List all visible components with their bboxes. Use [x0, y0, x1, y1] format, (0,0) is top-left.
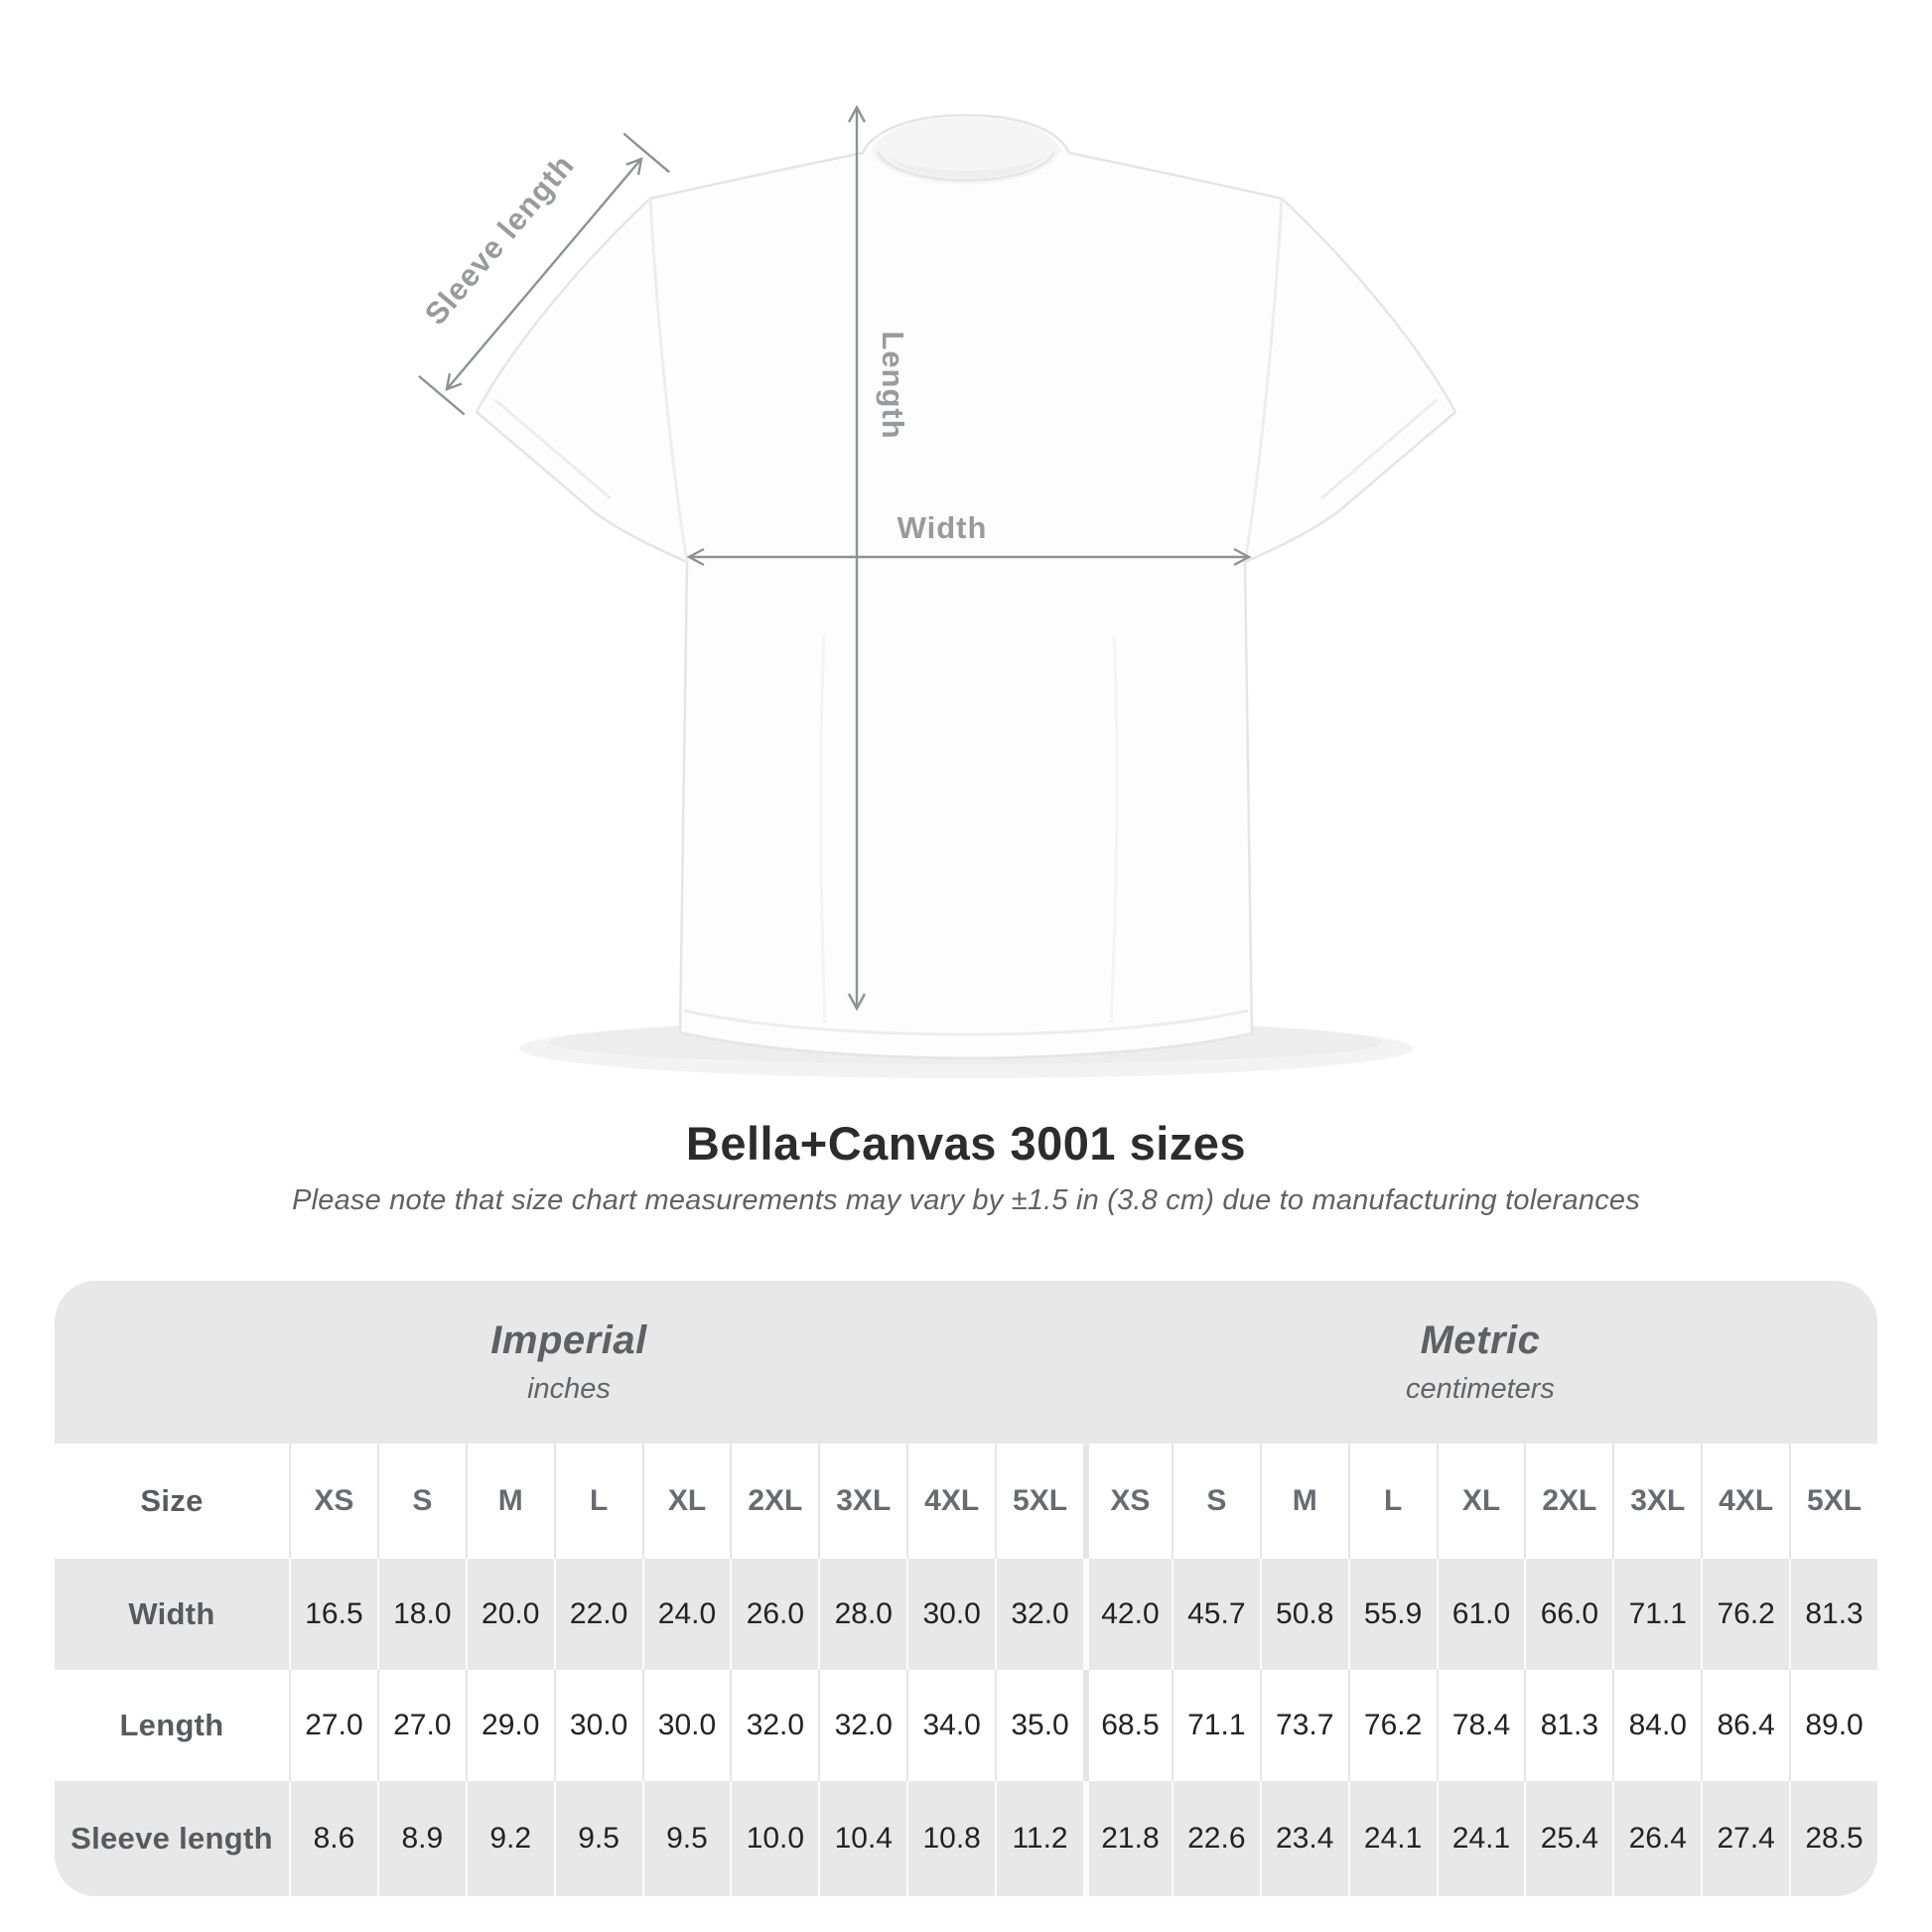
- size-value-cell: 16.5: [289, 1559, 377, 1670]
- unit-group-label: Imperial: [490, 1318, 647, 1362]
- size-value-cell: 30.0: [906, 1559, 995, 1670]
- size-value-cell: 71.1: [1612, 1559, 1701, 1670]
- size-value-cell: 10.0: [730, 1781, 818, 1896]
- size-value-cell: 86.4: [1701, 1670, 1789, 1781]
- size-value-cell: 76.2: [1701, 1559, 1789, 1670]
- size-value-cell: 55.9: [1348, 1559, 1437, 1670]
- size-value-cell: 27.4: [1701, 1781, 1789, 1896]
- size-value-cell: 32.0: [818, 1670, 906, 1781]
- sleeve-length-label: Sleeve length: [417, 147, 582, 332]
- unit-group-sublabel: inches: [527, 1373, 611, 1405]
- size-value-cell: 45.7: [1172, 1559, 1260, 1670]
- size-header-cell: 3XL: [818, 1444, 906, 1559]
- size-value-cell: 24.1: [1437, 1781, 1525, 1896]
- size-header-cell: 4XL: [906, 1444, 995, 1559]
- size-value-cell: 78.4: [1437, 1670, 1525, 1781]
- row-label-width: Width: [55, 1559, 289, 1670]
- size-value-cell: 9.5: [642, 1781, 731, 1896]
- unit-group-label: Metric: [1420, 1318, 1541, 1362]
- size-value-cell: 20.0: [466, 1559, 554, 1670]
- size-value-cell: 25.4: [1524, 1781, 1612, 1896]
- size-value-cell: 24.1: [1348, 1781, 1437, 1896]
- sleeve-length-tick-bottom: [419, 376, 465, 415]
- size-value-cell: 8.6: [289, 1781, 377, 1896]
- size-header-cell: XL: [1437, 1444, 1525, 1559]
- unit-group-metric: [1083, 1281, 1877, 1444]
- size-value-cell: 34.0: [906, 1670, 995, 1781]
- size-value-cell: 9.2: [466, 1781, 554, 1896]
- size-value-cell: 50.8: [1260, 1559, 1348, 1670]
- size-value-cell: 84.0: [1612, 1670, 1701, 1781]
- size-header-cell: XL: [642, 1444, 731, 1559]
- size-value-cell: 22.0: [554, 1559, 642, 1670]
- size-value-cell: 66.0: [1524, 1559, 1612, 1670]
- size-header-cell: M: [466, 1444, 554, 1559]
- size-header-cell: XS: [289, 1444, 377, 1559]
- size-value-cell: 29.0: [466, 1670, 554, 1781]
- size-value-cell: 42.0: [1083, 1559, 1172, 1670]
- size-value-cell: 24.0: [642, 1559, 731, 1670]
- size-value-cell: 10.8: [906, 1781, 995, 1896]
- length-label: Length: [876, 331, 910, 440]
- size-value-cell: 32.0: [995, 1559, 1083, 1670]
- size-header-cell: 5XL: [995, 1444, 1083, 1559]
- size-value-cell: 23.4: [1260, 1781, 1348, 1896]
- size-value-cell: 89.0: [1789, 1670, 1877, 1781]
- size-header-cell: 4XL: [1701, 1444, 1789, 1559]
- size-value-cell: 18.0: [377, 1559, 466, 1670]
- size-value-cell: 30.0: [554, 1670, 642, 1781]
- size-value-cell: 26.4: [1612, 1781, 1701, 1896]
- size-header-cell: L: [554, 1444, 642, 1559]
- row-label-sleeve-length: Sleeve length: [55, 1781, 289, 1896]
- row-label-length: Length: [55, 1670, 289, 1781]
- size-value-cell: 68.5: [1083, 1670, 1172, 1781]
- size-header-cell: 3XL: [1612, 1444, 1701, 1559]
- size-header-cell: S: [377, 1444, 466, 1559]
- size-value-cell: 26.0: [730, 1559, 818, 1670]
- unit-group-imperial: [55, 1281, 1083, 1444]
- size-header-cell: 5XL: [1789, 1444, 1877, 1559]
- size-value-cell: 27.0: [289, 1670, 377, 1781]
- size-value-cell: 8.9: [377, 1781, 466, 1896]
- size-header-cell: S: [1172, 1444, 1260, 1559]
- size-value-cell: 22.6: [1172, 1781, 1260, 1896]
- size-value-cell: 76.2: [1348, 1670, 1437, 1781]
- size-value-cell: 11.2: [995, 1781, 1083, 1896]
- size-value-cell: 30.0: [642, 1670, 731, 1781]
- size-value-cell: 35.0: [995, 1670, 1083, 1781]
- page-title: Bella+Canvas 3001 sizes: [685, 1117, 1247, 1170]
- size-value-cell: 81.3: [1789, 1559, 1877, 1670]
- size-value-cell: 81.3: [1524, 1670, 1612, 1781]
- size-value-cell: 73.7: [1260, 1670, 1348, 1781]
- size-header-cell: XS: [1083, 1444, 1172, 1559]
- size-value-cell: 61.0: [1437, 1559, 1525, 1670]
- size-value-cell: 32.0: [730, 1670, 818, 1781]
- width-label: Width: [897, 510, 988, 545]
- heading-block: [0, 1116, 1932, 1217]
- size-table: [55, 1281, 1877, 1896]
- size-value-cell: 28.5: [1789, 1781, 1877, 1896]
- size-value-cell: 28.0: [818, 1559, 906, 1670]
- size-column-header: Size: [55, 1444, 289, 1559]
- size-value-cell: 10.4: [818, 1781, 906, 1896]
- page-subtitle: Please note that size chart measurements may vary by ±1.5 in (3.8 cm) due to manufacturing tolerances: [292, 1184, 1640, 1216]
- size-header-cell: L: [1348, 1444, 1437, 1559]
- size-header-cell: 2XL: [730, 1444, 818, 1559]
- size-value-cell: 71.1: [1172, 1670, 1260, 1781]
- size-value-cell: 27.0: [377, 1670, 466, 1781]
- tshirt-body: [477, 115, 1455, 1058]
- size-value-cell: 21.8: [1083, 1781, 1172, 1896]
- sleeve-length-tick-top: [623, 134, 669, 173]
- size-value-cell: 9.5: [554, 1781, 642, 1896]
- unit-group-sublabel: centimeters: [1406, 1373, 1555, 1405]
- size-header-cell: M: [1260, 1444, 1348, 1559]
- size-header-cell: 2XL: [1524, 1444, 1612, 1559]
